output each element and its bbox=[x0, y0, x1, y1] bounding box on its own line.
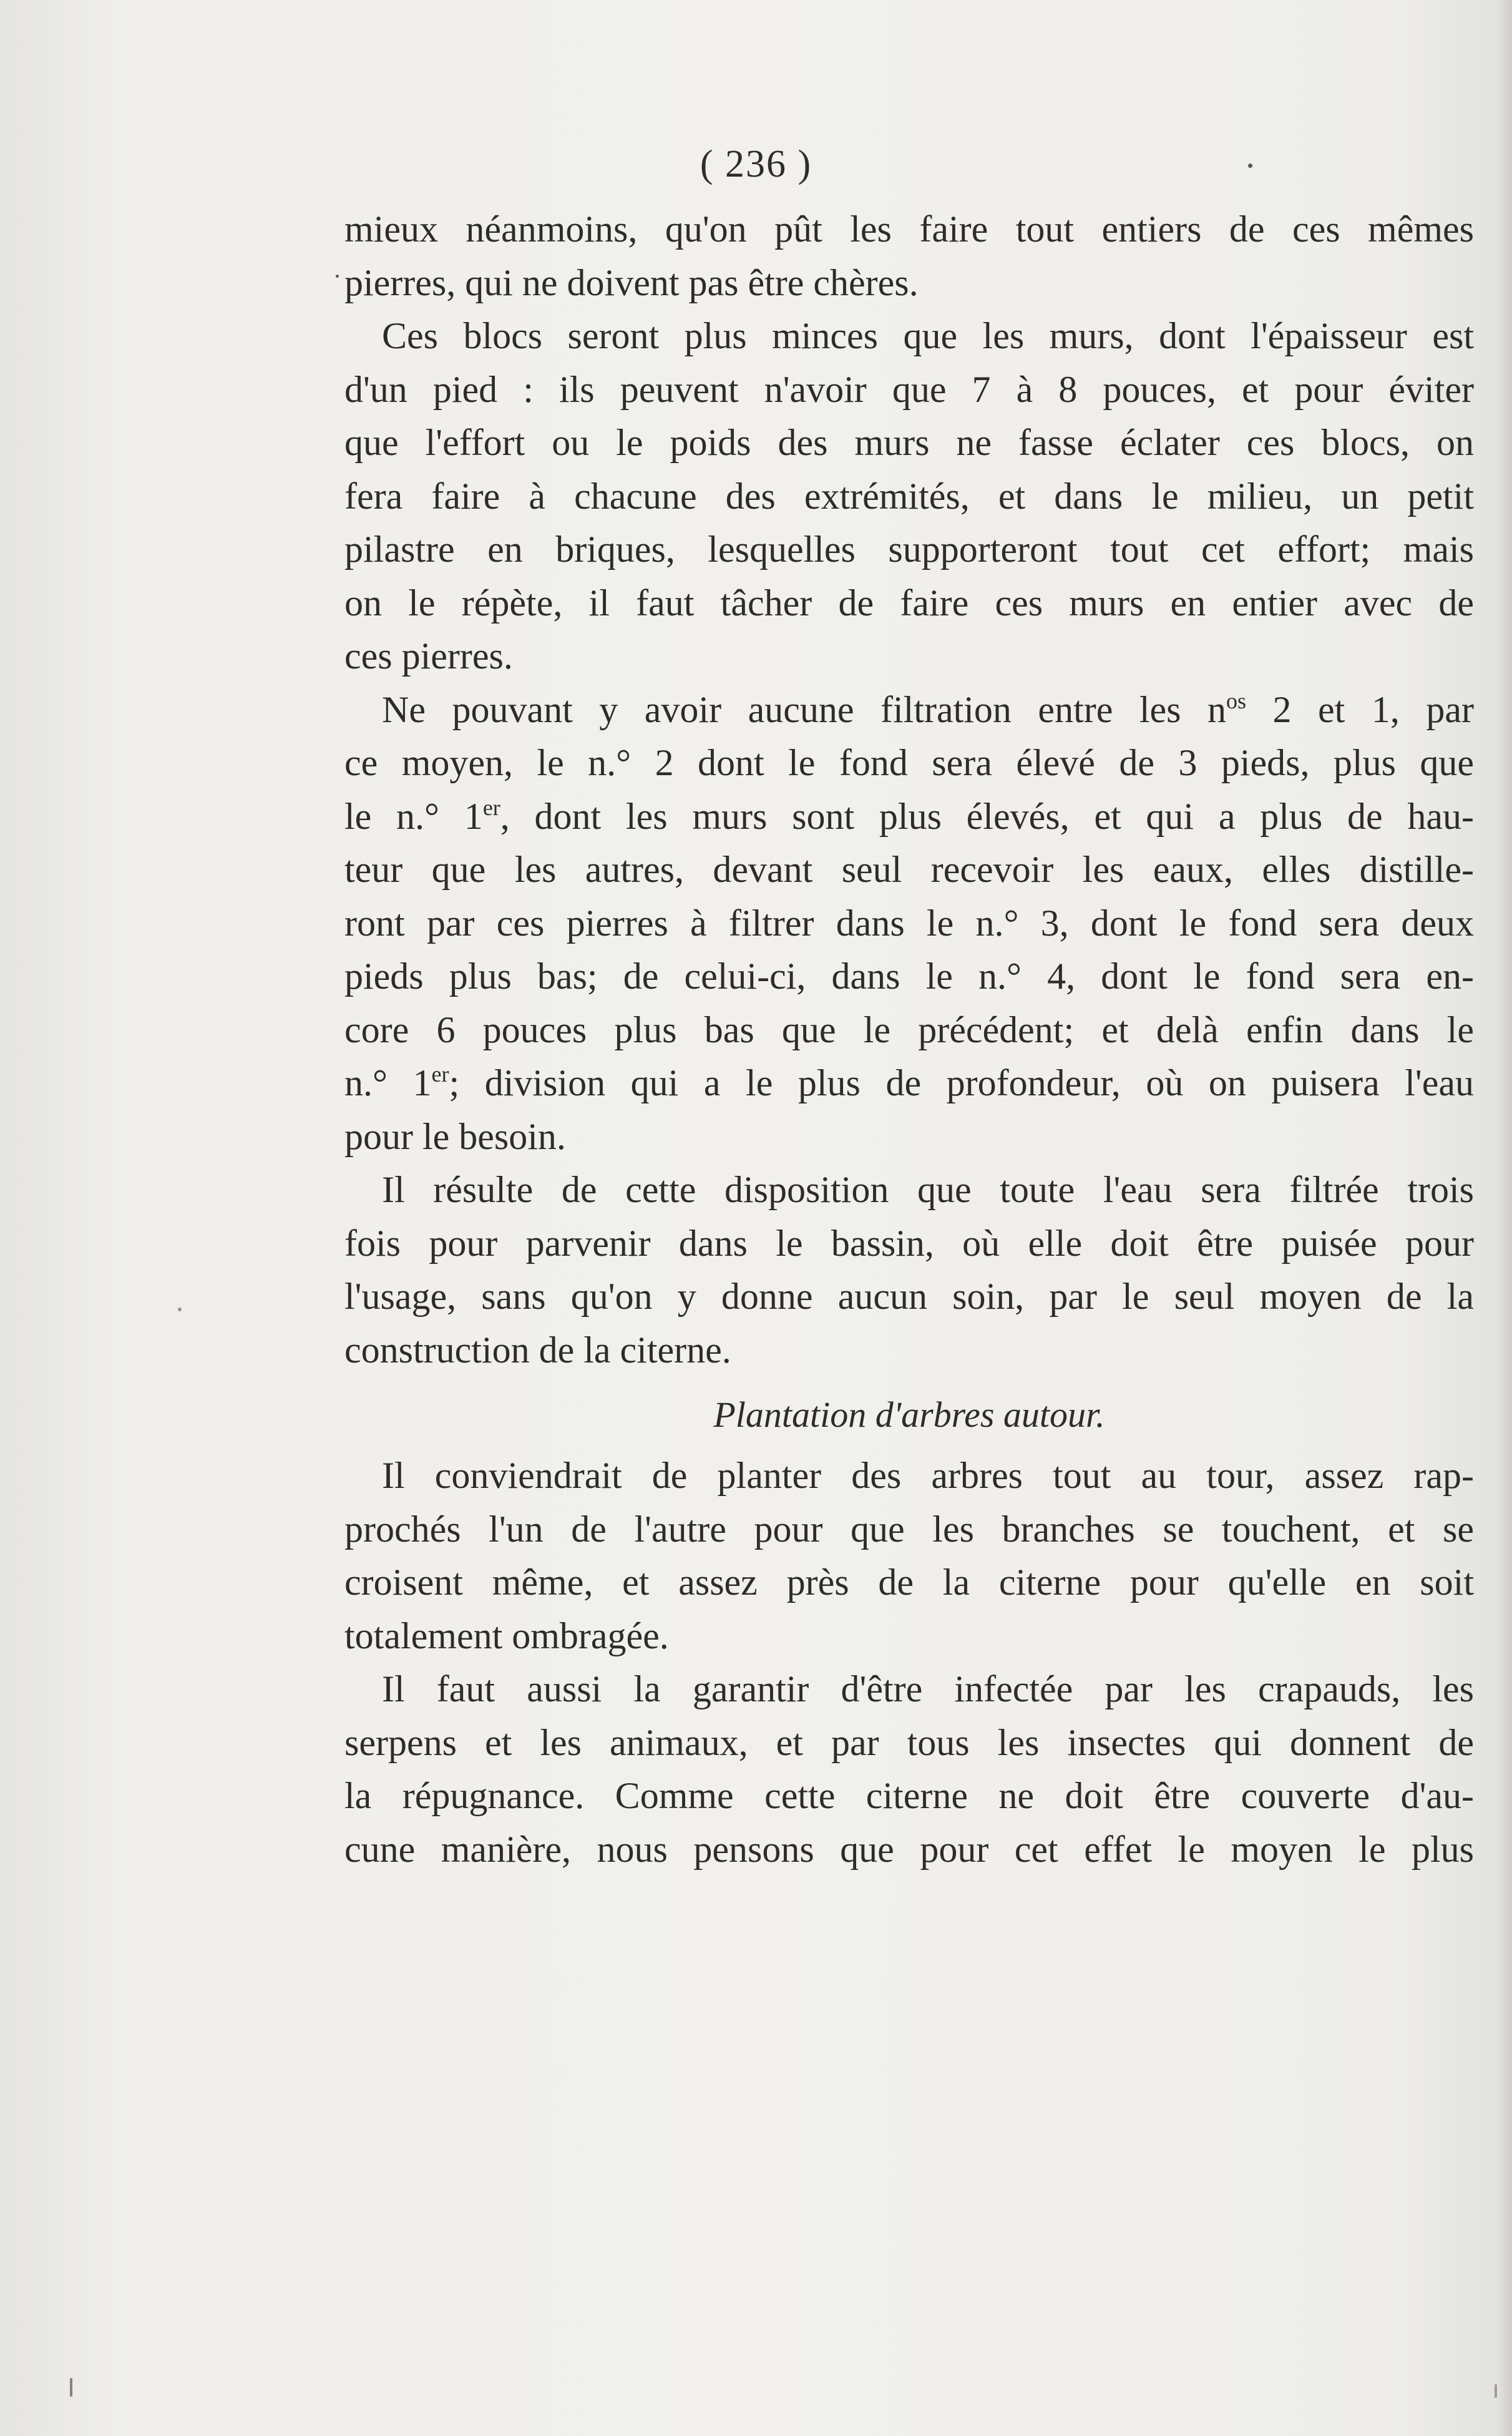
paper-speck bbox=[178, 1308, 182, 1311]
text-line: mieux néanmoins, qu'on pût les faire tout entiers de ces mêmes bbox=[344, 208, 1474, 250]
text-line: pour le besoin. bbox=[344, 1115, 566, 1157]
text-line: ces pierres. bbox=[344, 635, 513, 677]
page-number: ( 236 ) bbox=[700, 143, 812, 185]
text-line: totalement ombragée. bbox=[344, 1615, 669, 1656]
paper-speck bbox=[1248, 164, 1252, 168]
text-line: core 6 pouces plus bas que le précédent; et delà enfin dans le bbox=[344, 1009, 1474, 1050]
page-body-text bbox=[344, 203, 1474, 1876]
text-line: cune manière, nous pensons que pour cet effet le moyen le plus bbox=[344, 1828, 1474, 1870]
text-line: pilastre en briques, lesquelles supporteront tout cet effort; mais bbox=[344, 529, 1474, 570]
paper-speck bbox=[70, 2378, 72, 2397]
superscript: os bbox=[1226, 688, 1247, 713]
superscript: er bbox=[482, 795, 500, 820]
page-edge-shadow bbox=[1497, 0, 1512, 2436]
text-line: pieds plus bas; de celui-ci, dans le n.° 4, dont le fond sera en- bbox=[344, 956, 1474, 997]
text-line bbox=[344, 790, 1474, 844]
text-line: Il résulte de cette disposition que toute l'eau sera filtrée trois bbox=[382, 1169, 1474, 1210]
text-line: on le répète, il faut tâcher de faire ces murs en entier avec de bbox=[344, 582, 1474, 624]
text-line: construction de la citerne. bbox=[344, 1329, 731, 1371]
paper-speck bbox=[1495, 2384, 1497, 2398]
text-line: fois pour parvenir dans le bassin, où elle doit être puisée pour bbox=[344, 1222, 1474, 1264]
text-line: la répugnance. Comme cette citerne ne doit être couverte d'au- bbox=[344, 1775, 1474, 1816]
text-line: Il faut aussi la garantir d'être infectée par les crapauds, les bbox=[382, 1668, 1474, 1710]
text-line: croisent même, et assez près de la citerne pour qu'elle en soit bbox=[344, 1562, 1474, 1603]
text-line: teur que les autres, devant seul recevoir les eaux, elles distille- bbox=[344, 849, 1474, 890]
text-line: ront par ces pierres à filtrer dans le n.° 3, dont le fond sera deux bbox=[344, 902, 1474, 944]
text-line bbox=[344, 683, 1474, 737]
text-line: que l'effort ou le poids des murs ne fasse éclater ces blocs, on bbox=[344, 422, 1474, 463]
text-fragment: Ne pouvant y avoir aucune filtration entre les n bbox=[382, 688, 1227, 730]
text-line bbox=[344, 1057, 1474, 1110]
text-line: serpens et les animaux, et par tous les insectes qui donnent de bbox=[344, 1721, 1474, 1763]
text-line: pierres, qui ne doivent pas être chères. bbox=[344, 262, 919, 303]
paper-speck bbox=[336, 275, 339, 278]
text-line: fera faire à chacune des extrémités, et dans le milieu, un petit bbox=[344, 475, 1474, 517]
text-line: Ces blocs seront plus minces que les murs, dont l'épaisseur est bbox=[382, 315, 1474, 356]
text-line: l'usage, sans qu'on y donne aucun soin, par le seul moyen de la bbox=[344, 1276, 1474, 1317]
text-fragment: le n.° 1 bbox=[344, 795, 483, 837]
text-fragment: ; division qui a le plus de profondeur, où on puisera l'eau bbox=[449, 1062, 1474, 1103]
text-line: Il conviendrait de planter des arbres tout au tour, assez rap- bbox=[382, 1455, 1474, 1496]
text-line: prochés l'un de l'autre pour que les branches se touchent, et se bbox=[344, 1508, 1474, 1550]
text-fragment: 2 et 1, par bbox=[1246, 688, 1474, 730]
section-heading: Plantation d'arbres autour. bbox=[713, 1394, 1105, 1435]
text-fragment: n.° 1 bbox=[344, 1062, 432, 1103]
text-line: d'un pied : ils peuvent n'avoir que 7 à 8 pouces, et pour éviter bbox=[344, 368, 1474, 410]
text-fragment: , dont les murs sont plus élevés, et qui a plus de hau- bbox=[500, 795, 1474, 837]
superscript: er bbox=[431, 1062, 449, 1087]
text-line: ce moyen, le n.° 2 dont le fond sera élevé de 3 pieds, plus que bbox=[344, 742, 1474, 783]
